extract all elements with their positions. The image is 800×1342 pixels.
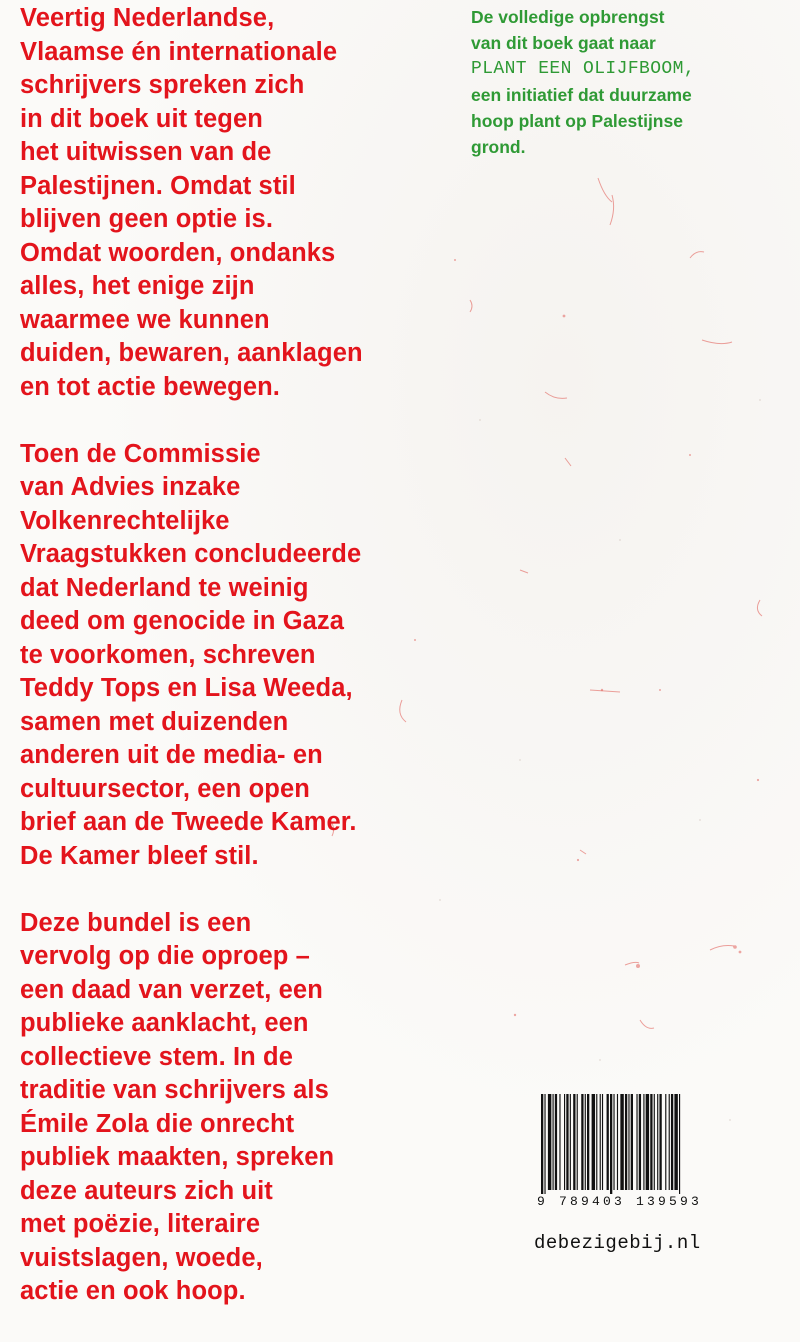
barcode-bar xyxy=(650,1094,652,1190)
proceeds-note-line-2: van dit boek gaat naar xyxy=(471,33,656,53)
barcode-bar xyxy=(553,1094,554,1190)
proceeds-note-line-4: een initiatief dat duurzame xyxy=(471,85,692,105)
barcode-bar xyxy=(564,1094,565,1190)
barcode-bar xyxy=(541,1094,543,1194)
barcode-bar xyxy=(613,1094,614,1190)
barcode-bar xyxy=(631,1094,633,1190)
barcode-bar xyxy=(600,1094,601,1190)
barcode-bar xyxy=(636,1094,637,1190)
barcode-bar xyxy=(671,1094,673,1190)
isbn-number: 9 789403 139593 xyxy=(537,1194,703,1209)
barcode-bar xyxy=(639,1094,641,1190)
barcode-bar xyxy=(628,1094,629,1190)
barcode-bar xyxy=(620,1094,623,1190)
barcode-bar xyxy=(665,1094,666,1190)
barcode-bar xyxy=(555,1094,557,1190)
barcode-bar xyxy=(659,1094,661,1190)
proceeds-note-line-6: grond. xyxy=(471,137,526,157)
barcode-bar xyxy=(607,1094,609,1190)
barcode-bar xyxy=(669,1094,670,1190)
barcode-bar xyxy=(643,1094,644,1190)
barcode-bars xyxy=(537,1094,729,1194)
initiative-name: PLANT EEN OLIJFBOOM, xyxy=(471,59,696,79)
barcode-bar xyxy=(625,1094,627,1190)
proceeds-note-line-1: De volledige opbrengst xyxy=(471,7,665,27)
barcode-bar xyxy=(674,1094,677,1190)
barcode-bar xyxy=(592,1094,595,1190)
blurb-paragraph-3: Deze bundel is een vervolg op die oproep – een daad van verzet, een publieke aanklacht, een collectieve stem. In de traditie van schrijvers als Émile Zola die onrecht publiek maakten, spreken deze auteurs zich uit met poëzie, literaire vuistslagen, woede, actie en ook hoop. xyxy=(20,908,335,1305)
blurb-paragraph-2: Toen de Commissie van Advies inzake Volkenrechtelijke Vraagstukken concludeerde dat Nederland te weinig deed om genocide in Gaza te voorkomen, schreven Teddy Tops en Lisa Weeda, samen met duizenden anderen uit de media- en cultuursector, een open brief aan de Tweede Kamer. De Kamer bleef stil. xyxy=(20,439,362,870)
barcode-bar xyxy=(646,1094,649,1190)
isbn-barcode xyxy=(537,1094,729,1219)
barcode-bar xyxy=(657,1094,658,1190)
barcode-bar xyxy=(548,1094,551,1190)
barcode-bar xyxy=(602,1094,603,1190)
barcode-bar xyxy=(679,1094,680,1194)
barcode-bar xyxy=(544,1094,545,1194)
barcode-bar xyxy=(610,1094,612,1194)
proceeds-note-line-5: hoop plant op Palestijnse xyxy=(471,111,683,131)
barcode-bar xyxy=(654,1094,655,1190)
barcode-bar xyxy=(573,1094,575,1190)
proceeds-note xyxy=(471,4,771,160)
main-blurb xyxy=(20,2,400,1342)
barcode-bar xyxy=(577,1094,578,1190)
barcode-bar xyxy=(559,1094,560,1190)
barcode-bar xyxy=(617,1094,618,1190)
barcode-bar xyxy=(596,1094,597,1190)
barcode-bar xyxy=(581,1094,583,1190)
barcode-bar xyxy=(566,1094,568,1190)
barcode-bar xyxy=(570,1094,571,1190)
publisher-website: debezigebij.nl xyxy=(534,1232,701,1254)
barcode-bar xyxy=(585,1094,586,1190)
blurb-paragraph-1: Veertig Nederlandse, Vlaamse én internationale schrijvers spreken zich in dit boek uit tegen het uitwissen van de Palestijnen. Omdat stil blijven geen optie is. Omdat woorden, ondanks alles, het enige zijn waarmee we kunnen duiden, bewaren, aanklagen en tot actie bewegen. xyxy=(20,4,363,401)
barcode-bar xyxy=(587,1094,589,1190)
